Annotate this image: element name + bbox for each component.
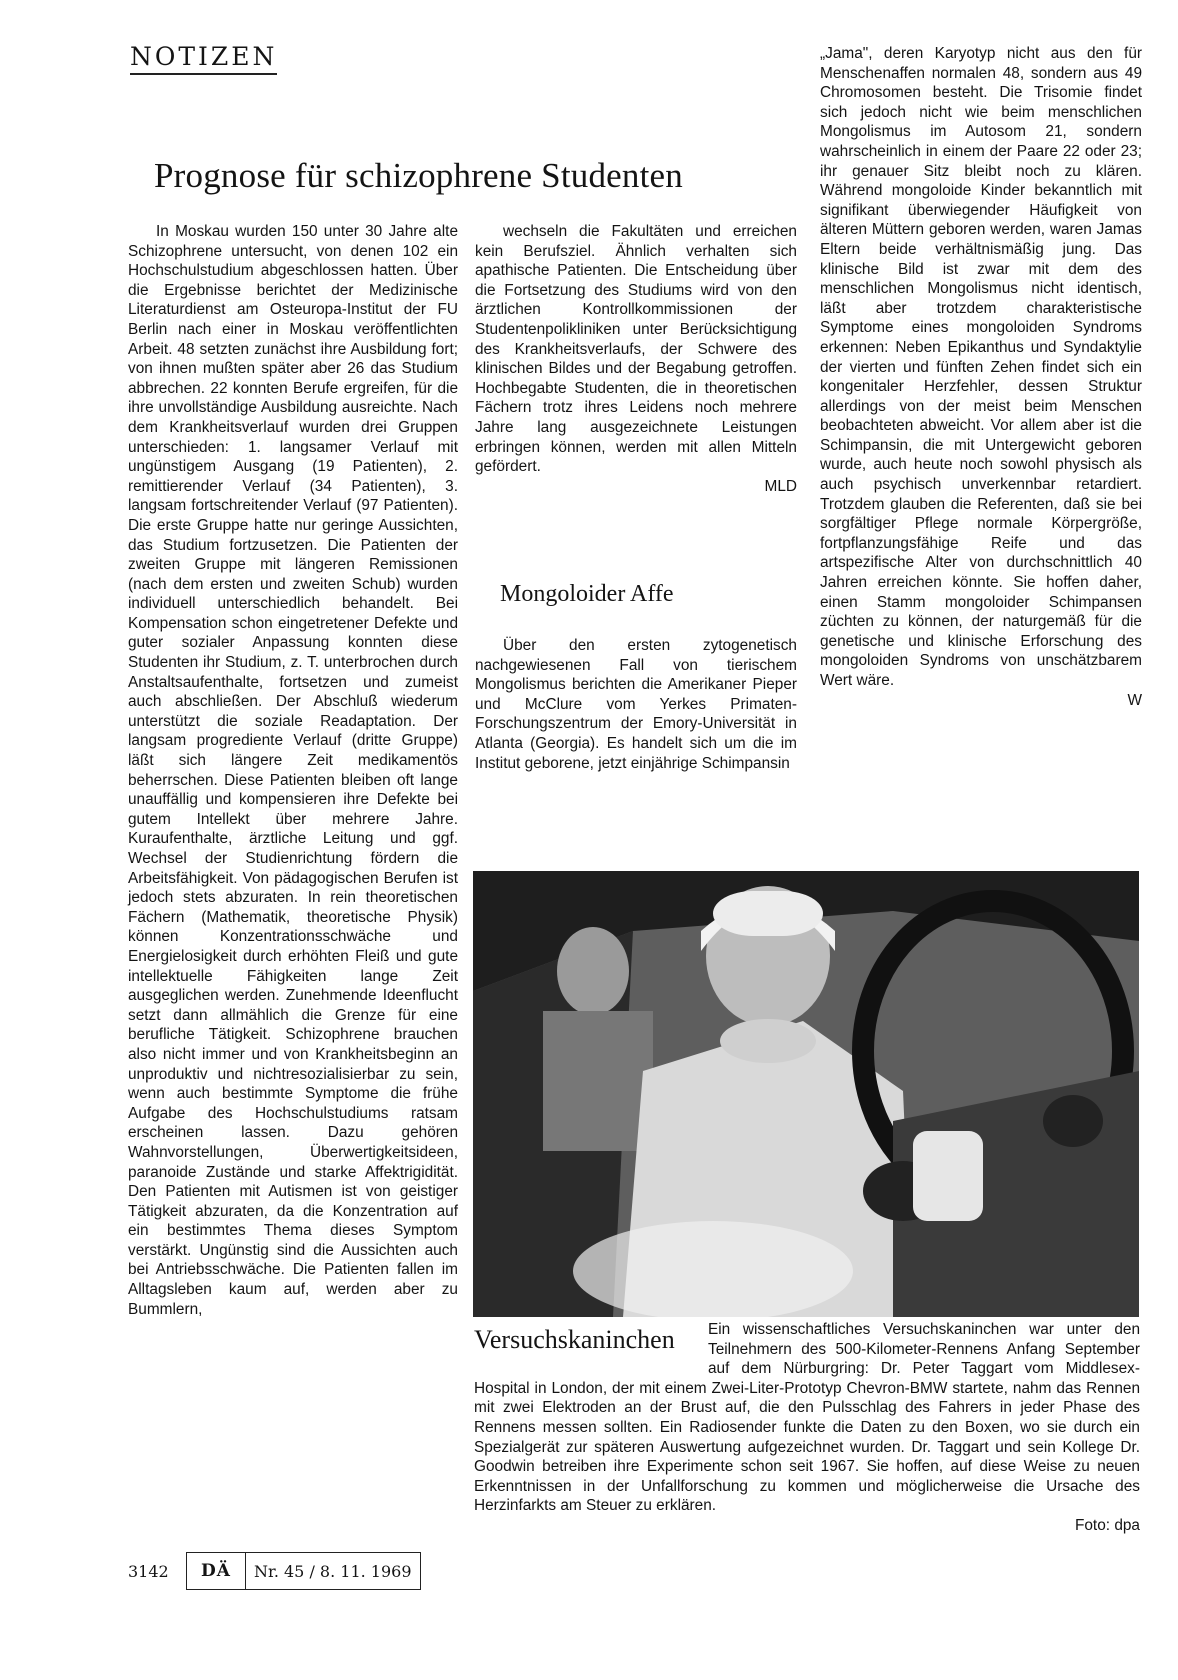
race-driver-photo bbox=[473, 871, 1139, 1317]
article-paragraph: In Moskau wurden 150 unter 30 Jahre alte Schizophrene untersucht, von denen 102 ein Hochschulstudium abgeschlossen hatten. Über die Ergebnisse berichtet der Medizinische Literaturdienst am Osteuropa-Institut der FU Berlin nach einer in Moskau veröffentlichten Arbeit. 48 setzten zunächst ihre Ausbildung fort; von ihnen mußten später aber 26 das Studium abbrechen. 22 konnten Berufe ergreifen, für die ihre unvollständige Ausbildung ausreichte. Nach dem Krankheitsverlauf wurden drei Gruppen unterschieden: 1. langsamer Verlauf mit ungünstigem Ausgang (19 Patienten), 2. remittierender Verlauf (34 Patienten), 3. langsam fortschreitender Verlauf (97 Patienten). Die erste Gruppe hatte nur geringe Aussichten, das Studium fortzusetzen. Die Patienten der zweiten Gruppe mit längeren Remissionen (nach dem ersten und zweiten Schub) wurden individuell unterschiedlich behandelt. Bei Kompensation schon eingetretener Defekte und guter sozialer Anpassung konnten diese Studenten ihr Studium, z. T. unterbrochen durch Anstaltsaufenthalte, fortsetzen und zumeist auch abschließen. Der Abschluß wiederum unterstützt die soziale Readaptation. Der langsam progrediente Verlauf (dritte Gruppe) läßt sich längere Zeit medikamentös beherrschen. Diese Patienten bleiben oft lange unauffällig und kompensieren ihre Defekte bei gutem Intellekt über mehrere Jahre. Kuraufenthalte, ärztliche Leitung und ggf. Wechsel der Studienrichtung fördern die Arbeitsfähigkeit. Von pädagogischen Berufen ist jedoch stets abzuraten. In rein theoretischen Fächern (Mathematik, theoretische Physik) können Konzentrationsschwäche und Energielosigkeit durch erhöhten Fleiß und gute intellektuelle Fähigkeiten lange Zeit ausgeglichen werden. Zunehmende Ideenflucht setzt dann allmählich die Grenze für eine berufliche Tätigkeit. Schizophrene brauchen also nicht immer und von Krankheitsbeginn an unproduktiv und nichtresozialisierbar zu sein, wenn auch bestimmte Symptome die frühe Aufgabe des Hochschulstudiums ratsam erscheinen lassen. Dazu gehören Wahnvorstellungen, Überwertigkeitsideen, paranoide Zustände und starke Affektrigidität. Den Patienten mit Autismen ist von geistiger Tätigkeit abzuraten, da die Konzentration auf ein bestimmtes Thema dieses Symptom verstärkt. Ungünstig sind die Aussichten auch bei Antriebsschwäche. Die Patienten fallen im Alltagsleben kaum auf, werden aber zu Bummlern, bbox=[128, 223, 458, 1318]
issue-info: Nr. 45 / 8. 11. 1969 bbox=[253, 1561, 412, 1581]
article-paragraph: Über den ersten zytogenetisch nachgewiesenen Fall von tierischem Mongolismus berichten die Amerikaner Pieper und McClure vom Yerkes Primaten-Forschungszentrum der Emory-Universität in Atlanta (Georgia). Es handelt sich um die im Institut geborene, jetzt einjährige Schimpansin bbox=[475, 637, 797, 772]
page-number: 3142 bbox=[128, 1562, 169, 1581]
article2-column-3 bbox=[820, 44, 1142, 710]
article-title-mongoloid-ape: Mongoloider Affe bbox=[500, 581, 674, 607]
article-signature: MLD bbox=[764, 477, 797, 495]
article-title-schizophrenia: Prognose für schizophrene Studenten bbox=[154, 156, 683, 195]
journal-logo: DÄ bbox=[187, 1553, 246, 1589]
article-column-2 bbox=[475, 222, 797, 496]
photo-credit: Foto: dpa bbox=[1074, 1516, 1140, 1534]
article-signature: W bbox=[1127, 691, 1142, 709]
article-paragraph: wechseln die Fakultäten und erreichen kein Berufsziel. Ähnlich verhalten sich apathische Patienten. Die Entscheidung über die Fortsetzung des Studiums wird von den ärztlichen Kontrollkommissionen der Studentenpolikliniken unter Berücksichtigung des Krankheitsverlaufs, der Schwere des klinischen Bildes und der Begabung getroffen. Hochbegabte Studenten, die in theoretischen Fächern trotz ihres Leidens noch mehrere Jahre lang ausgezeichnete Leistungen erbringen können, werden mit allen Mitteln gefördert. bbox=[475, 223, 797, 476]
article-column-1 bbox=[128, 222, 458, 1319]
article-paragraph: „Jama", deren Karyotyp nicht aus den für Menschenaffen normalen 48, sondern aus 49 Chromosomen besteht. Die Trisomie findet sich jedoch nicht wie beim menschlichen Mongolismus im Autosom 21, sondern wahrscheinlich in einem der Paare 22 oder 23; ihr genauer Sitz bleibt noch zu klären. Während mongoloide Kinder bekanntlich mit signifikant überwiegender Häufigkeit von älteren Müttern geboren werden, waren Jamas Eltern beide verhältnismäßig jung. Das klinische Bild ist zwar mit dem des menschlichen Mongolismus nicht identisch, läßt aber trotzdem charakteristische Symptome eines mongoloiden Syndroms erkennen: Neben Epikanthus und Syndaktylie der vierten und fünften Zehen findet sich ein kongenitaler Herzfehler, dessen Struktur allerdings von der meist beim Menschen beobachteten abweicht. Vor allem aber ist die Schimpansin, die mit Untergewicht geboren wurde, auch heute noch sowohl physisch als auch psychisch unverkennbar retardiert. Trotzdem glauben die Referenten, daß sie bei sorgfältiger Pflege normale Körpergröße, fortpflanzungsfähige Reife und das artspezifische Alter von durchschnittlich 40 Jahren erreichen könnte. Sie hoffen daher, einen Stamm mongoloider Schimpansen züchten zu können, der naturgemäß für die genetische und klinische Erforschung des mongoloiden Syndroms von unschätzbarem Wert wäre. bbox=[820, 45, 1142, 689]
journal-footer bbox=[186, 1552, 421, 1590]
caption-text: Ein wissenschaftliches Versuchskaninchen war unter den Teilnehmern des 500-Kilometer-Rennens Anfang September auf dem Nürburgring: Dr. Peter Taggart vom Middlesex-Hospital in London, der mit einem Zwei-Liter-Prototyp Chevron-BMW startete, nahm das Rennen mit zwei Elektroden an der Brust auf, die den Pulsschlag des Fahrers in jeder Phase des Rennens messen sollten. Ein Radiosender funkte die Daten zu den Boxen, wo sie durch ein Spezialgerät zur späteren Auswertung aufgezeichnet wurden. Dr. Taggart und sein Kollege Dr. Goodwin betreiben ihre Experimente schon seit 1967. Sie hoffen, auf diese Weise zu neuen Erkenntnissen in der Unfallforschung zu kommen und möglicherweise die Ursache des Herzinfarkts am Steuer zu erklären. bbox=[474, 1321, 1140, 1515]
article2-column-2 bbox=[475, 636, 797, 773]
section-label: NOTIZEN bbox=[130, 42, 277, 75]
photo-caption-title: Versuchskaninchen bbox=[474, 1325, 675, 1354]
